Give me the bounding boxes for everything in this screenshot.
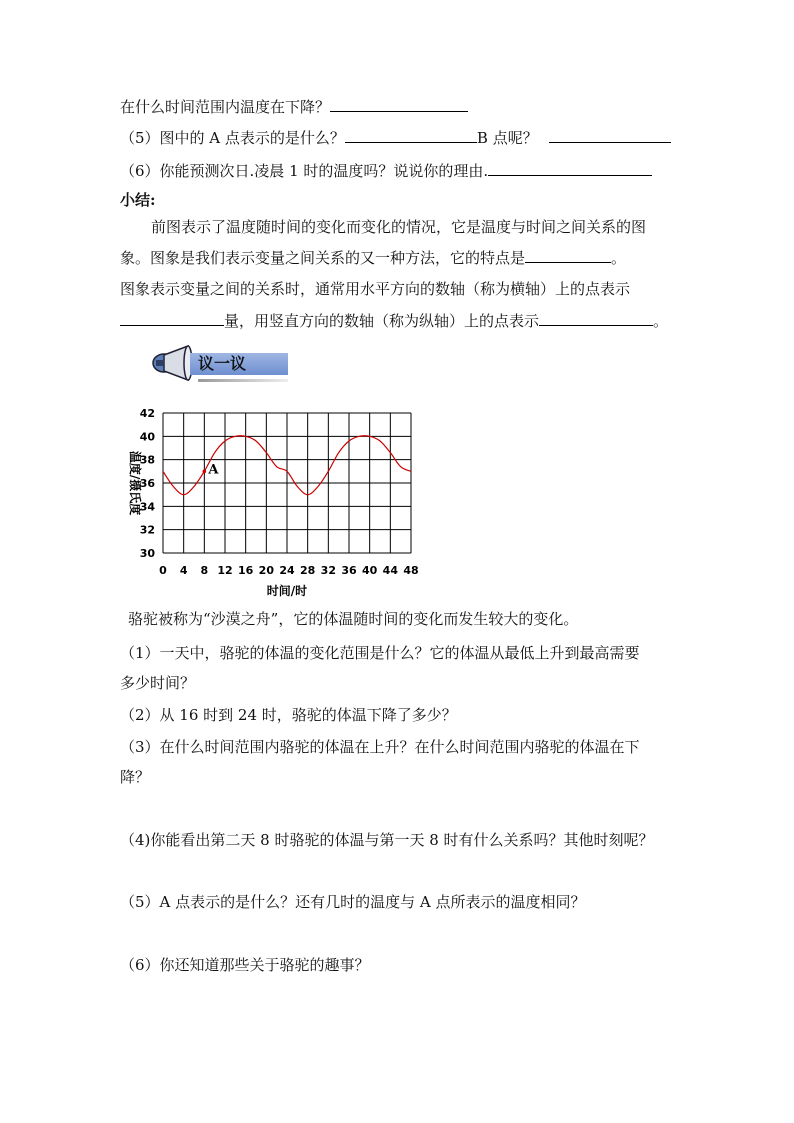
answer-blank[interactable] — [549, 127, 671, 143]
y-tick-label: 30 — [139, 547, 155, 560]
y-tick-label: 34 — [139, 500, 155, 514]
x-tick-label: 44 — [382, 564, 398, 577]
camel-question-5: （5）A 点表示的是什么？还有几时的温度与 A 点所表示的温度相同？ — [120, 893, 586, 911]
question-6: （6）你能预测次日.凌晨 1 时的温度吗？说说你的理由. — [120, 160, 652, 181]
answer-blank[interactable] — [330, 96, 468, 112]
discuss-banner — [150, 343, 290, 387]
camel-intro: 骆驼被称为“沙漠之舟”，它的体温随时间的变化而发生较大的变化。 — [128, 610, 579, 628]
x-tick-label: 20 — [258, 564, 274, 577]
question-5: （5）图中的 A 点表示的是什么？ B 点呢？ — [120, 127, 671, 148]
y-tick-label: 42 — [139, 407, 155, 420]
question-4-tail: 在什么时间范围内温度在下降？ — [120, 96, 468, 117]
summary-paragraph: 图象表示变量之间的关系时，通常用水平方向的数轴（称为横轴）上的点表示 — [120, 280, 631, 298]
y-tick-label: 36 — [139, 477, 155, 490]
banner-underline — [198, 379, 288, 382]
camel-question-3: （3）在什么时间范围内骆驼的体温在上升？在什么时间范围内骆驼的体温在下 — [120, 738, 640, 756]
camel-question-2: （2）从 16 时到 24 时，骆驼的体温下降了多少？ — [120, 706, 457, 724]
x-tick-label: 0 — [159, 564, 167, 577]
answer-blank[interactable] — [488, 160, 652, 176]
answer-blank[interactable] — [120, 310, 224, 326]
discuss-title: 议一议 — [198, 354, 247, 373]
summary-paragraph: 量，用竖直方向的数轴（称为纵轴）上的点表示 。 — [120, 310, 668, 331]
camel-question-3-cont: 降？ — [120, 768, 151, 786]
y-axis-label: 温度/摄氏度 — [128, 450, 142, 516]
x-tick-label: 4 — [179, 564, 188, 577]
x-axis-label: 时间/时 — [266, 584, 308, 598]
x-tick-label: 16 — [238, 564, 254, 577]
answer-blank[interactable] — [345, 127, 477, 143]
answer-blank[interactable] — [525, 247, 611, 263]
camel-question-4: （4)你能看出第二天 8 时骆驼的体温与第一天 8 时有什么关系吗？其他时刻呢？ — [120, 831, 654, 849]
camel-question-6: （6）你还知道那些关于骆驼的趣事？ — [120, 956, 370, 974]
x-tick-label: 24 — [279, 564, 295, 577]
x-tick-label: 40 — [362, 564, 378, 577]
y-tick-label: 38 — [139, 453, 155, 467]
summary-paragraph: 前图表示了温度随时间的变化而变化的情况，它是温度与时间之间关系的图 — [151, 218, 647, 236]
camel-question-1-cont: 多少时间？ — [120, 674, 196, 692]
x-tick-label: 48 — [403, 564, 419, 577]
point-a-label: A — [208, 462, 219, 478]
megaphone-icon — [150, 343, 194, 383]
answer-blank[interactable] — [539, 310, 653, 326]
summary-paragraph: 象。图象是我们表示变量之间关系的又一种方法，它的特点是 。 — [120, 249, 627, 267]
x-tick-label: 32 — [320, 564, 336, 577]
y-tick-label: 40 — [139, 430, 155, 444]
temperature-chart — [115, 400, 435, 600]
x-tick-label: 36 — [341, 564, 357, 577]
summary-title: 小结: — [120, 191, 156, 209]
x-tick-label: 12 — [217, 564, 233, 577]
point-a-marker — [203, 470, 207, 474]
y-tick-label: 32 — [139, 523, 155, 537]
x-tick-label: 8 — [200, 564, 209, 577]
camel-question-1: （1）一天中，骆驼的体温的变化范围是什么？它的体温从最低上升到最高需要 — [120, 644, 640, 662]
x-tick-label: 28 — [300, 564, 316, 577]
